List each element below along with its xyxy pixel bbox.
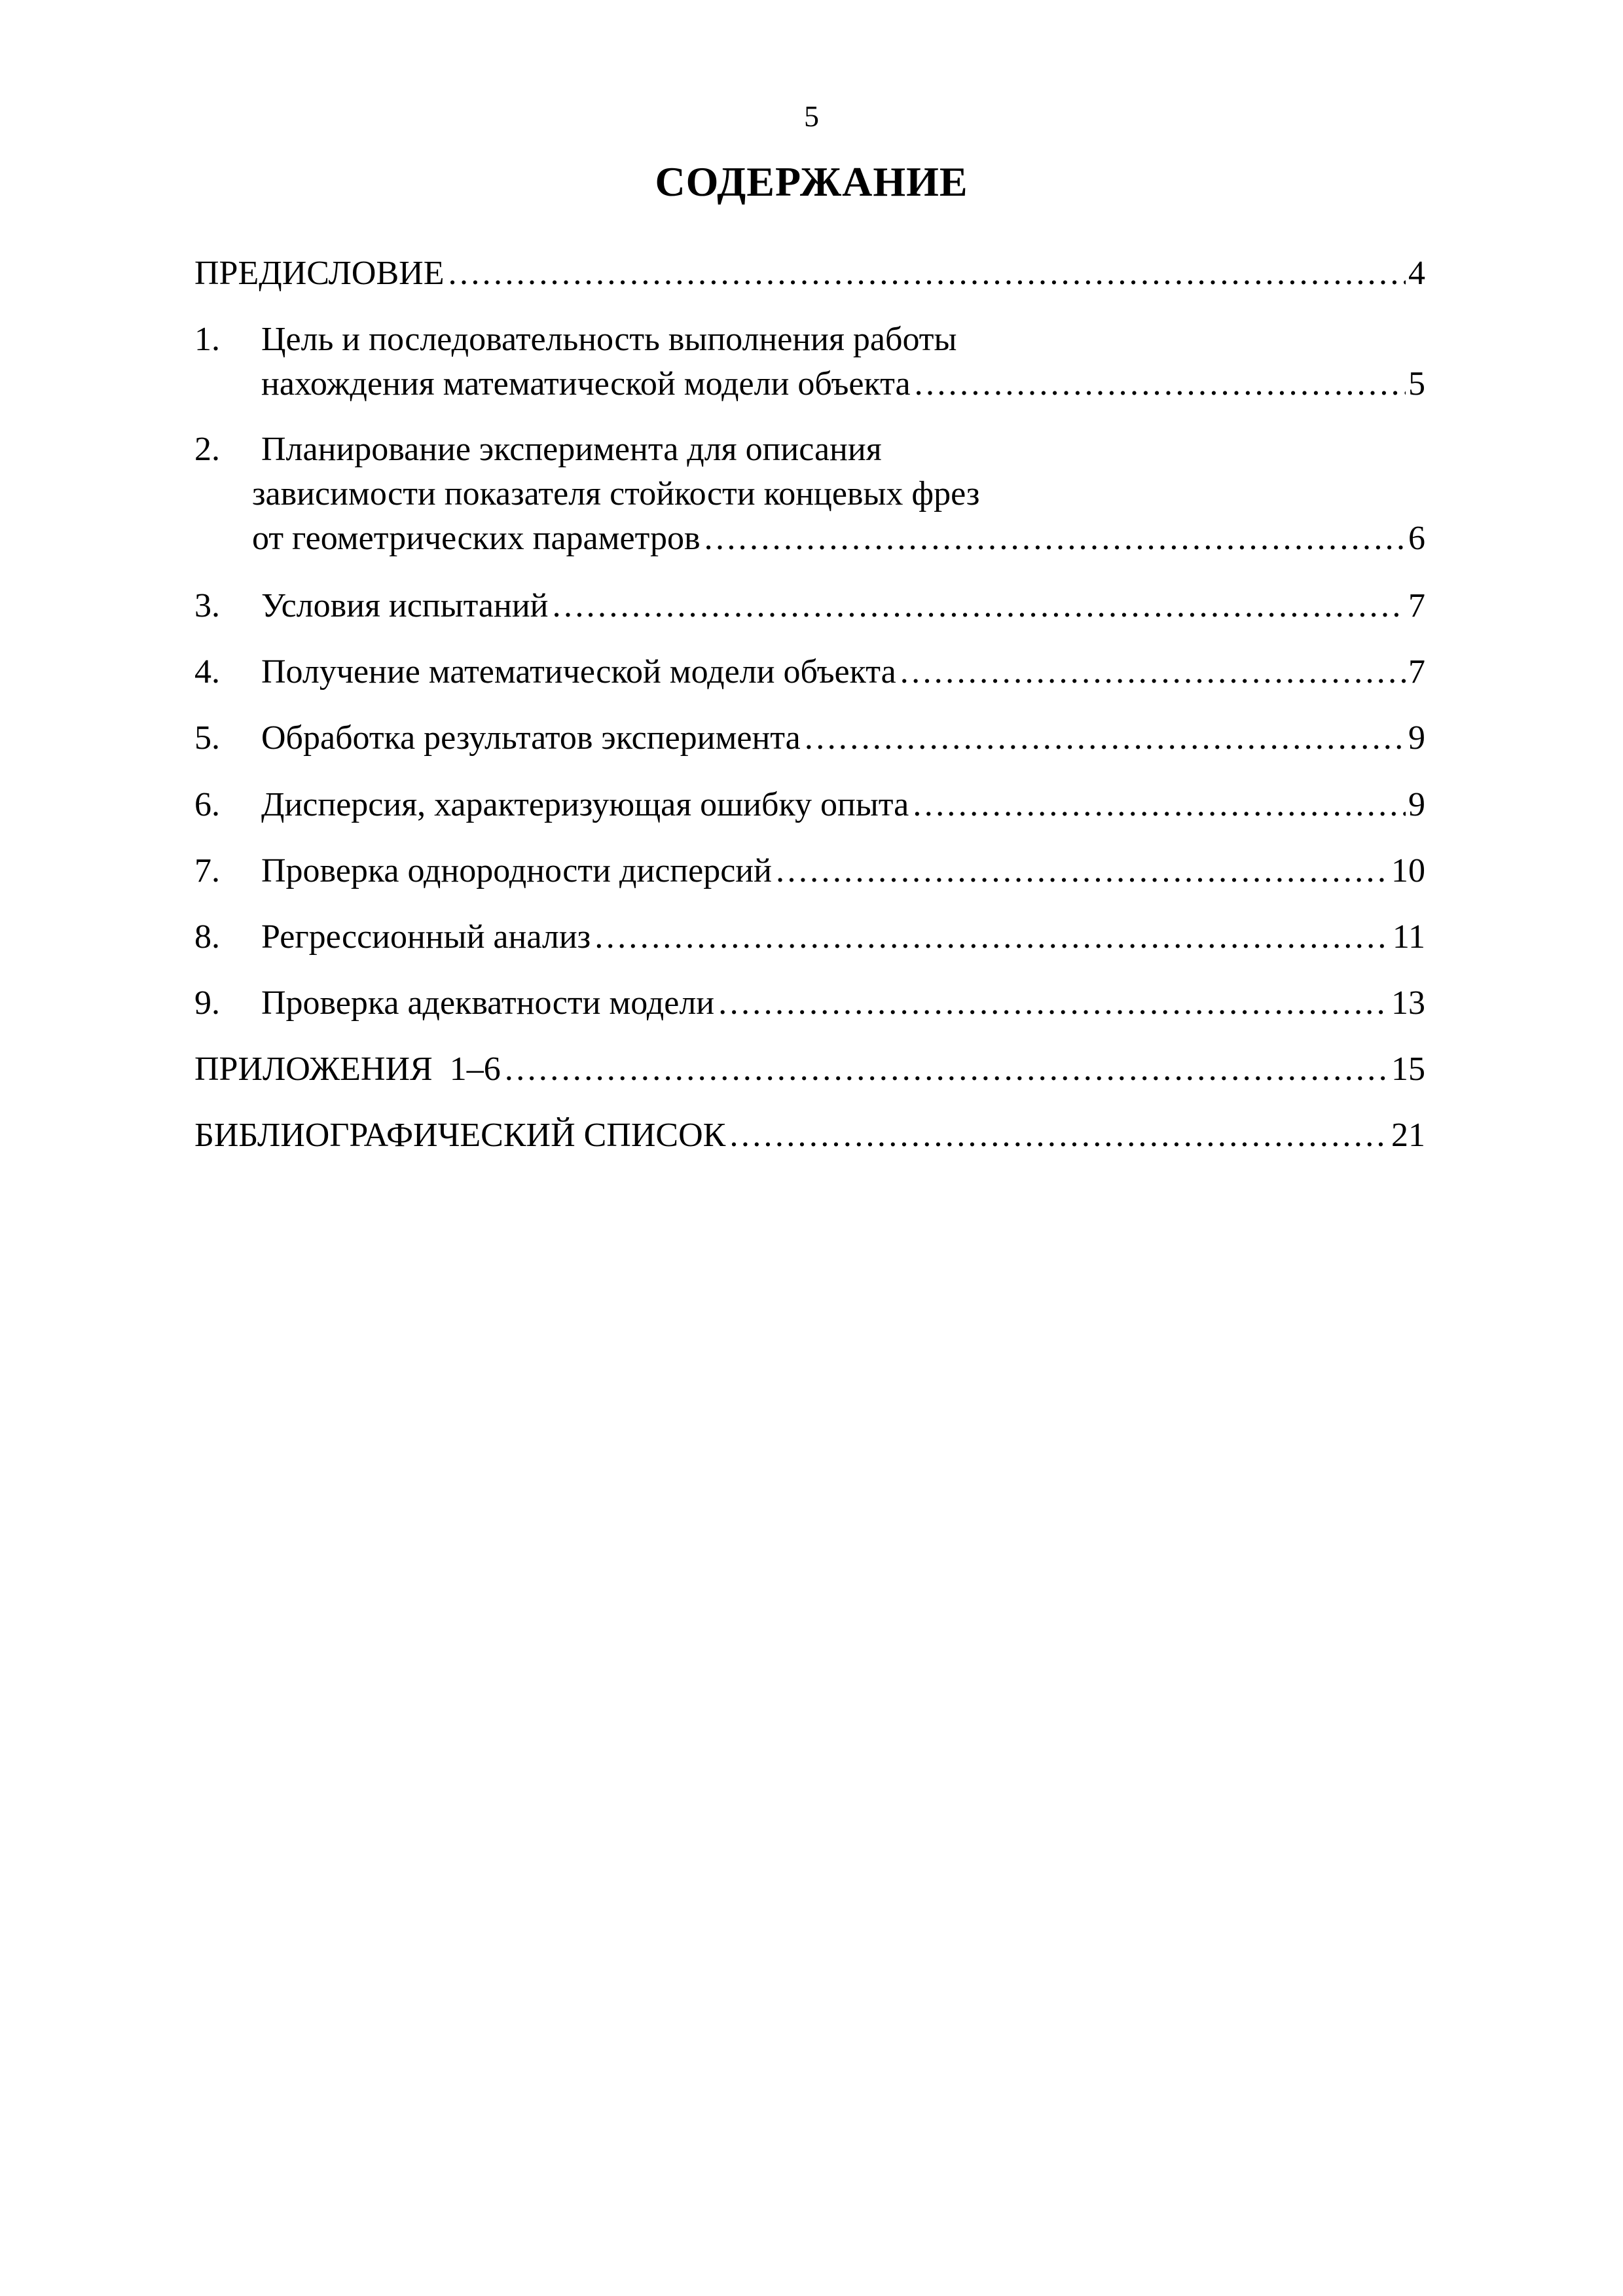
toc-entry-6[interactable] — [194, 783, 1425, 827]
toc-entry-title: Обработка результатов эксперимента — [261, 719, 801, 757]
toc-entry-page: 7 — [1408, 587, 1425, 624]
toc-entry-appendices[interactable] — [194, 1047, 1425, 1092]
toc-entry-title: Получение математической модели объекта — [261, 653, 896, 691]
toc-entry-title: Условия испытаний — [261, 587, 549, 624]
toc-entry-title: Дисперсия, характеризующая ошибку опыта — [261, 786, 909, 823]
dot-leader — [803, 716, 1406, 761]
toc-entry-page: 7 — [1408, 653, 1425, 691]
dot-leader — [775, 849, 1389, 893]
toc-entry-title: БИБЛИОГРАФИЧЕСКИЙ СПИСОК — [194, 1117, 726, 1154]
toc-entry-9[interactable] — [194, 981, 1425, 1026]
dot-leader — [728, 1113, 1389, 1158]
toc-entry-title-continued: зависимости показателя стойкости концевых фрез — [252, 475, 980, 512]
toc-entry-title: ПРЕДИСЛОВИЕ — [194, 255, 445, 292]
toc-entry-page: 6 — [1408, 520, 1425, 557]
toc-entry-number: 1. — [194, 321, 220, 358]
toc-entry-page: 11 — [1392, 918, 1425, 956]
toc-entry-page: 15 — [1391, 1050, 1425, 1088]
page-number: 5 — [804, 99, 819, 133]
dot-leader — [703, 516, 1406, 561]
toc-entry-number: 7. — [194, 852, 220, 889]
toc-entry-7[interactable] — [194, 849, 1425, 893]
toc-entry-title: Планирование эксперимента для описания — [261, 431, 882, 468]
toc-entry-preface[interactable] — [194, 251, 1425, 296]
toc-entry-1[interactable] — [194, 317, 1425, 406]
toc-entry-number: 2. — [194, 431, 220, 468]
document-title: СОДЕРЖАНИЕ — [655, 158, 968, 205]
dot-leader — [911, 783, 1406, 827]
toc-entry-page: 5 — [1408, 365, 1425, 403]
dot-leader — [593, 915, 1390, 960]
toc-entry-number: 3. — [194, 587, 220, 624]
toc-entry-title: Проверка адекватности модели — [261, 984, 715, 1022]
toc-entry-4[interactable] — [194, 650, 1425, 694]
toc-entry-bibliography[interactable] — [194, 1113, 1425, 1158]
dot-leader — [551, 584, 1406, 628]
toc-entry-title: Цель и последовательность выполнения работы — [261, 321, 957, 358]
toc-entry-title: Регрессионный анализ — [261, 918, 591, 956]
dot-leader — [717, 981, 1389, 1026]
toc-entry-number: 9. — [194, 984, 220, 1022]
dot-leader — [447, 251, 1406, 296]
toc-entry-5[interactable] — [194, 716, 1425, 761]
toc-entry-title: ПРИЛОЖЕНИЯ 1–6 — [194, 1050, 501, 1088]
toc-entry-number: 5. — [194, 719, 220, 757]
toc-entry-page: 9 — [1408, 719, 1425, 757]
toc-entry-2[interactable] — [194, 427, 1425, 561]
dot-leader — [899, 650, 1406, 694]
toc-entry-title-continued: нахождения математической модели объекта — [261, 365, 911, 403]
dot-leader — [503, 1047, 1389, 1092]
toc-entry-page: 21 — [1391, 1117, 1425, 1154]
toc-entry-page: 13 — [1391, 984, 1425, 1022]
toc-entry-page: 10 — [1391, 852, 1425, 889]
toc-entry-page: 9 — [1408, 786, 1425, 823]
toc-entry-number: 4. — [194, 653, 220, 691]
toc-entry-3[interactable] — [194, 584, 1425, 628]
toc-entry-title: Проверка однородности дисперсий — [261, 852, 772, 889]
dot-leader — [913, 362, 1406, 406]
toc-entry-number: 6. — [194, 786, 220, 823]
toc-entry-page: 4 — [1408, 255, 1425, 292]
toc-entry-title-continued: от геометрических параметров — [252, 520, 701, 557]
toc-entry-number: 8. — [194, 918, 220, 956]
toc-entry-8[interactable] — [194, 915, 1425, 960]
